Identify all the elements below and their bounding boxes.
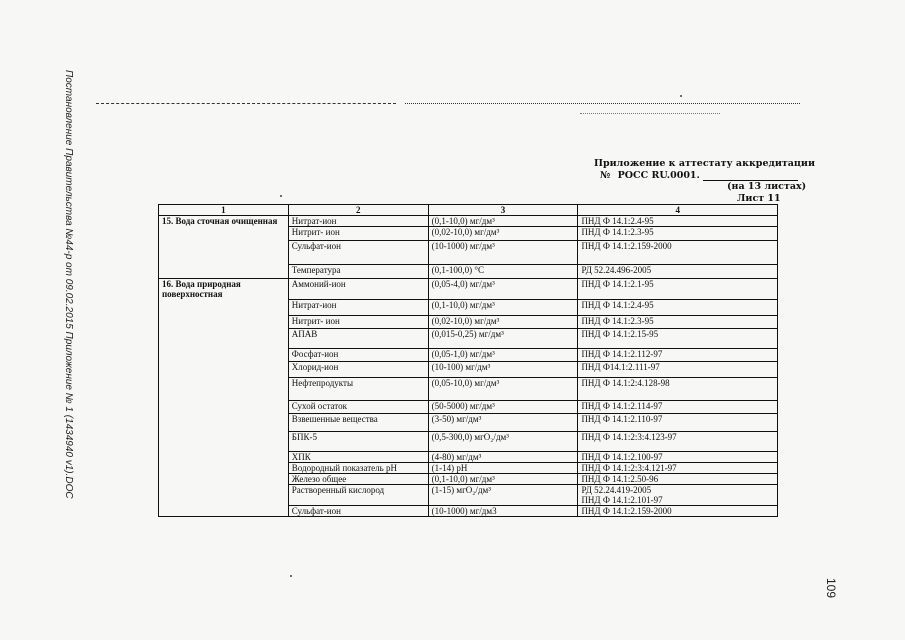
attachment-title: Приложение к аттестату аккредитации [594, 158, 816, 169]
table-row [159, 348, 778, 361]
method-cell: РД 52.24.496-2005 [578, 265, 778, 279]
range-cell: (0,02-10,0) мг/дм³ [428, 315, 578, 328]
method-cell: ПНД Ф 14.1:2.4-95 [578, 216, 778, 227]
method-cell: ПНД Ф 14.1:2:3:4.121-97 [578, 462, 778, 473]
object-name: 15. Вода сточная очищенная [159, 216, 289, 227]
column-header: 2 [288, 205, 428, 216]
indicator-cell: Нефтепродукты [288, 377, 428, 400]
range-cell: (4-80) мг/дм³ [428, 451, 578, 462]
table-row [159, 413, 778, 431]
range-cell: (10-1000) мг/дм³ [428, 241, 578, 265]
indicator-cell: Железо общее [288, 473, 428, 484]
object-cell-continued [159, 315, 289, 328]
indicator-cell: Нитрит- ион [288, 227, 428, 241]
indicator-cell: ХПК [288, 451, 428, 462]
range-cell: (0,1-100,0) °C [428, 265, 578, 279]
object-cell-continued [159, 473, 289, 484]
table-row [159, 299, 778, 315]
table-row [159, 484, 778, 505]
range-cell: (0,1-10,0) мг/дм³ [428, 216, 578, 227]
method-cell: ПНД Ф 14.1:2.50-96 [578, 473, 778, 484]
indicator-cell: Взвешенные вещества [288, 413, 428, 431]
indicator-cell: Нитрат-ион [288, 216, 428, 227]
scan-line-top [96, 103, 396, 104]
object-cell-continued [159, 361, 289, 377]
range-cell: (0,5-300,0) мгO₂/дм³ [428, 431, 578, 451]
range-cell: (0,05-1,0) мг/дм³ [428, 348, 578, 361]
certificate-number [600, 170, 798, 181]
range-cell: (0,02-10,0) мг/дм³ [428, 227, 578, 241]
table-header-row [159, 205, 778, 216]
object-cell-continued [159, 227, 289, 241]
indicator-cell: Температура [288, 265, 428, 279]
indicator-cell: Сульфат-ион [288, 241, 428, 265]
table-row [159, 328, 778, 348]
range-cell: (1-15) мгO₂/дм³ [428, 484, 578, 505]
table-row [159, 279, 778, 300]
page-number: 109 [824, 578, 838, 599]
scan-dot [280, 195, 282, 197]
table-row [159, 451, 778, 462]
range-cell: (0,05-4,0) мг/дм³ [428, 279, 578, 300]
range-cell: (0,05-10,0) мг/дм³ [428, 377, 578, 400]
method-cell: ПНД Ф 14.1:2.159-2000 [578, 241, 778, 265]
method-cell: ПНД Ф 14.1:2.159-2000 [578, 505, 778, 516]
object-cell-continued [159, 505, 289, 516]
object-cell-continued [159, 241, 289, 265]
method-cell: РД 52.24.419-2005 ПНД Ф 14.1:2.101-97 [578, 484, 778, 505]
object-cell-continued [159, 413, 289, 431]
table-row [159, 431, 778, 451]
object-cell-continued [159, 431, 289, 451]
object-cell-continued [159, 299, 289, 315]
column-header: 3 [428, 205, 578, 216]
table-row [159, 265, 778, 279]
range-cell: (0,1-10,0) мг/дм³ [428, 473, 578, 484]
scan-dot [680, 95, 682, 97]
method-cell: ПНД Ф 14.1:2.114-97 [578, 400, 778, 413]
indicator-cell: АПАВ [288, 328, 428, 348]
number-sign: № [600, 170, 611, 181]
method-cell: ПНД Ф14.1:2.111-97 [578, 361, 778, 377]
accreditation-table [158, 204, 778, 517]
indicator-cell: Сульфат-ион [288, 505, 428, 516]
object-cell-continued [159, 400, 289, 413]
range-cell: (50-5000) мг/дм³ [428, 400, 578, 413]
indicator-cell: Нитрат-ион [288, 299, 428, 315]
method-cell: ПНД Ф 14.1:2.100-97 [578, 451, 778, 462]
object-cell-continued [159, 484, 289, 505]
table-row [159, 227, 778, 241]
range-cell: (10-1000) мг/дм3 [428, 505, 578, 516]
sheets-count: (на 13 листах) [727, 181, 807, 192]
method-cell: ПНД Ф 14.1:2.3-95 [578, 315, 778, 328]
table-row [159, 462, 778, 473]
indicator-cell: БПК-5 [288, 431, 428, 451]
indicator-cell: Сухой остаток [288, 400, 428, 413]
method-cell: ПНД Ф 14.1:2.15-95 [578, 328, 778, 348]
table-row [159, 241, 778, 265]
table-row [159, 505, 778, 516]
table-row [159, 216, 778, 227]
table-row [159, 400, 778, 413]
margin-caption: Постановление Правительства №44-р от 09.02.2015 Приложение № 1 (1434940 v1).DOC [63, 70, 74, 499]
table-row [159, 473, 778, 484]
table-row [159, 361, 778, 377]
indicator-cell: Нитрит- ион [288, 315, 428, 328]
object-cell-continued [159, 328, 289, 348]
indicator-cell: Растворенный кислород [288, 484, 428, 505]
method-cell: ПНД Ф 14.1:2:3:4.123-97 [578, 431, 778, 451]
column-header: 1 [159, 205, 289, 216]
object-cell-continued [159, 451, 289, 462]
method-cell: ПНД Ф 14.1:2.1-95 [578, 279, 778, 300]
scan-dot [290, 575, 292, 577]
indicator-cell: Фосфат-ион [288, 348, 428, 361]
object-cell-continued [159, 265, 289, 279]
indicator-cell: Аммоний-ион [288, 279, 428, 300]
column-header: 4 [578, 205, 778, 216]
indicator-cell: Водородный показатель pH [288, 462, 428, 473]
indicator-cell: Хлорид-ион [288, 361, 428, 377]
certificate-value: РОСС RU.0001. [617, 170, 700, 181]
object-cell-continued [159, 462, 289, 473]
sheet-number: Лист 11 [737, 193, 781, 204]
method-cell: ПНД Ф 14.1:2.110-97 [578, 413, 778, 431]
table-row [159, 315, 778, 328]
table-row [159, 377, 778, 400]
range-cell: (10-100) мг/дм³ [428, 361, 578, 377]
method-cell: ПНД Ф 14.1:2:4.128-98 [578, 377, 778, 400]
method-cell: ПНД Ф 14.1:2.4-95 [578, 299, 778, 315]
method-cell: ПНД Ф 14.1:2.3-95 [578, 227, 778, 241]
scan-line-top-right [405, 103, 800, 104]
range-cell: (0,1-10,0) мг/дм³ [428, 299, 578, 315]
range-cell: (0,015-0,25) мг/дм³ [428, 328, 578, 348]
range-cell: (3-50) мг/дм³ [428, 413, 578, 431]
range-cell: (1-14) pH [428, 462, 578, 473]
object-name: 16. Вода природная поверхностная [159, 279, 289, 300]
object-cell-continued [159, 348, 289, 361]
object-cell-continued [159, 377, 289, 400]
method-cell: ПНД Ф 14.1:2.112-97 [578, 348, 778, 361]
scan-line-faint [580, 113, 720, 114]
